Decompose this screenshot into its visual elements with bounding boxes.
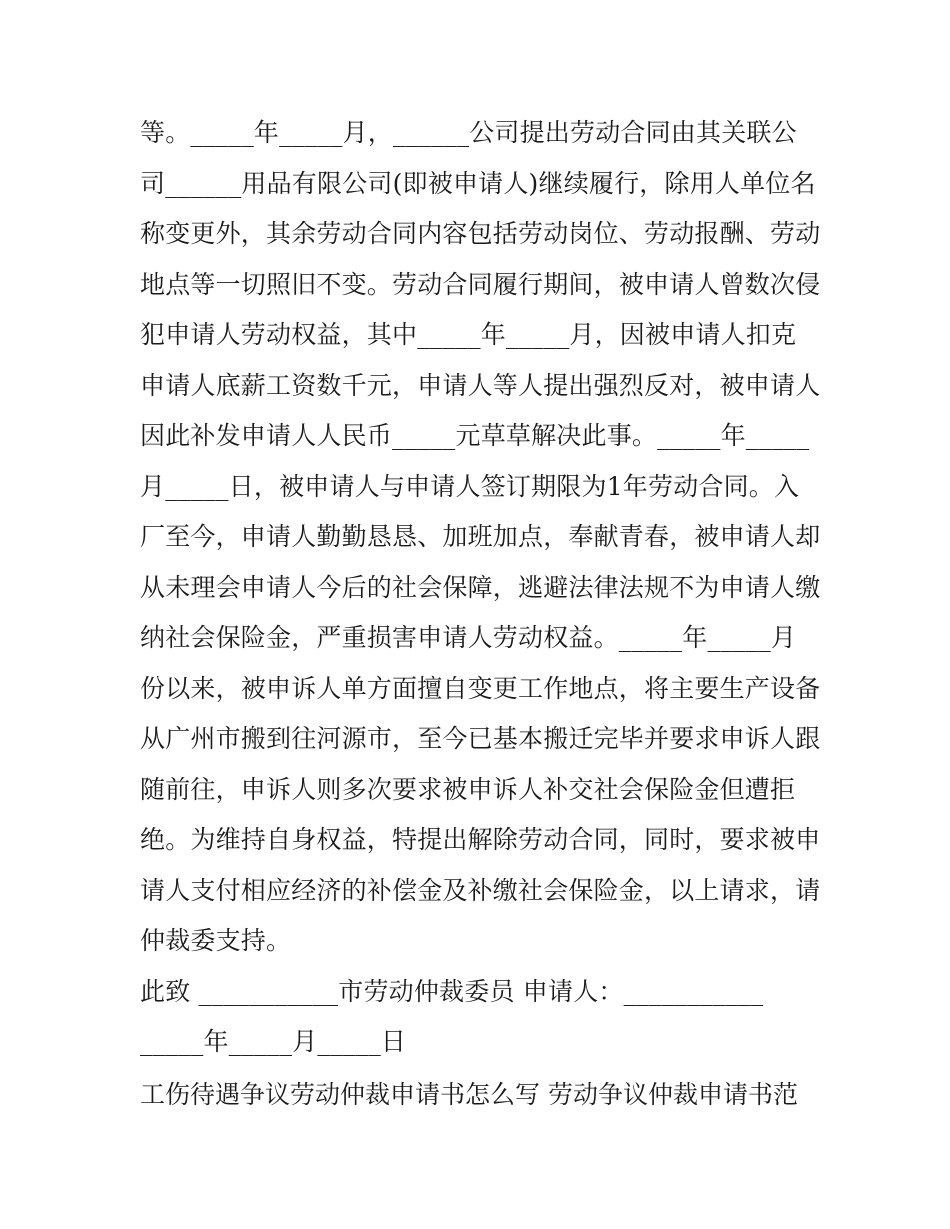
paragraph-line: 司______用品有限公司(即被申请人)继续履行，除用人单位名	[140, 168, 816, 198]
paragraph-line: 随前往，申诉人则多次要求被申诉人补交社会保险金但遭拒	[140, 774, 796, 804]
footer-heading: 工伤待遇争议劳动仲裁申请书怎么写 劳动争议仲裁申请书范	[140, 1080, 798, 1109]
paragraph-line: 犯申请人劳动权益，其中_____年_____月，因被申请人扣克	[140, 320, 797, 349]
paragraph-line: 份以来，被申诉人单方面擅自变更工作地点，将主要生产设备	[140, 673, 821, 703]
paragraph-line: 请人支付相应经济的补偿金及补缴社会保险金，以上请求，请	[140, 875, 821, 905]
paragraph-line: 厂至今，申请人勤勤恳恳、加班加点，奉献青春，被申请人却	[140, 522, 821, 551]
paragraph-line: 从未理会申请人今后的社会保障，逃避法律法规不为申请人缴	[140, 572, 821, 602]
closing-line: 此致 ___________市劳动仲裁委员 申请人：___________	[140, 976, 764, 1006]
paragraph-line: 地点等一切照旧不变。劳动合同履行期间，被申请人曾数次侵	[140, 269, 821, 299]
date-line: _____年_____月_____日	[140, 1027, 407, 1056]
paragraph-line: 仲裁委支持。	[140, 926, 292, 955]
paragraph-line: 申请人底薪工资数千元，申请人等人提出强烈反对，被申请人	[140, 370, 821, 400]
paragraph-line: 绝。为维持自身权益，特提出解除劳动合同，同时，要求被申	[140, 825, 821, 854]
paragraph-line: 从广州市搬到往河源市，至今已基本搬迁完毕并要求申诉人跟	[140, 724, 821, 753]
document-body	[140, 108, 820, 1068]
paragraph-line: 纳社会保险金，严重损害申请人劳动权益。_____年_____月	[140, 623, 797, 652]
paragraph-line: 因此补发申请人人民币_____元草草解决此事。_____年_____	[140, 421, 810, 450]
paragraph-line: 等。_____年_____月，______公司提出劳动合同由其关联公	[140, 118, 797, 147]
paragraph-line: 月_____日，被申请人与申请人签订期限为1年劳动合同。入	[140, 471, 800, 501]
paragraph-line: 称变更外，其余劳动合同内容包括劳动岗位、劳动报酬、劳动	[140, 219, 821, 248]
